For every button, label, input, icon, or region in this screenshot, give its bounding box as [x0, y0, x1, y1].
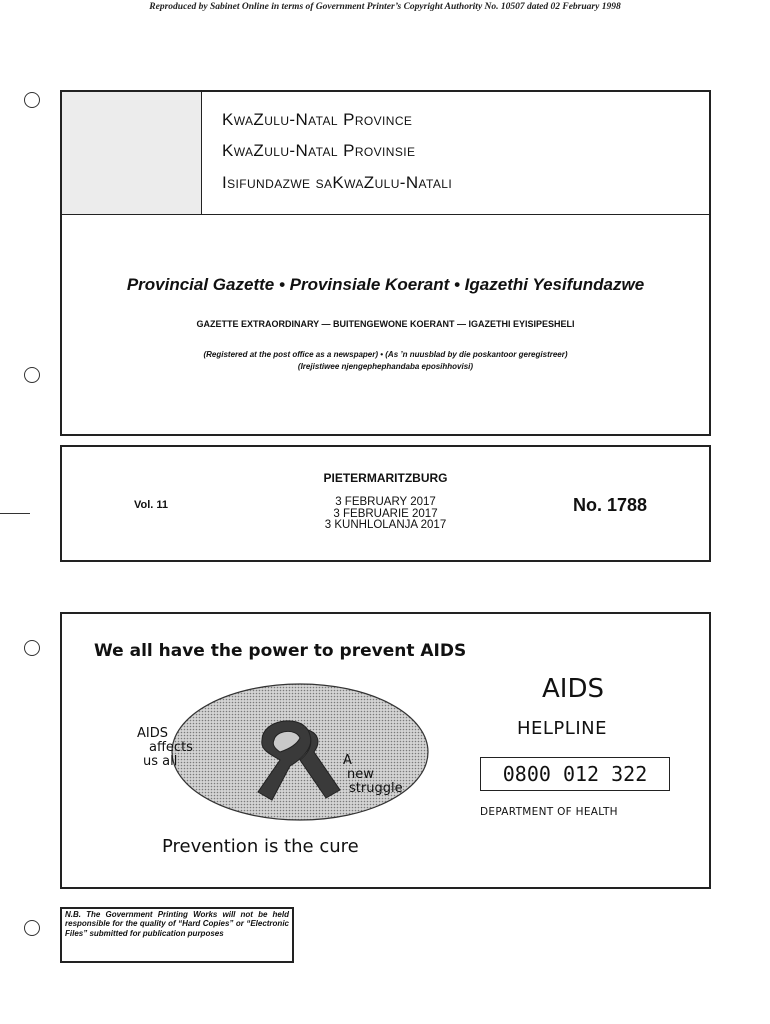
affects-line-1: AIDS — [137, 726, 168, 741]
affects-line-2: affects — [149, 740, 193, 755]
date-afrikaans: 3 FEBRUARIE 2017 — [333, 507, 438, 520]
affects-line-3: us all — [143, 754, 178, 769]
registration-line-zulu: (Irejistiwee njengephephandaba eposihhovisi) — [297, 362, 474, 371]
aids-advertisement — [60, 612, 711, 889]
city-name: PIETERMARITZBURG — [323, 471, 448, 485]
province-name-zulu: Isifundazwe saKwaZulu-Natali — [222, 173, 453, 192]
prevention-slogan: Prevention is the cure — [162, 836, 359, 857]
punch-hole-icon — [24, 640, 40, 656]
struggle-line-3: struggle — [349, 781, 403, 796]
province-name-afrikaans: KwaZulu-Natal Provinsie — [222, 141, 416, 160]
date-zulu: 3 KUNHLOLANJA 2017 — [324, 519, 447, 531]
punch-hole-icon — [24, 92, 40, 108]
masthead-header — [62, 92, 709, 215]
masthead — [60, 90, 711, 436]
helpline-phone-number: 0800 012 322 — [480, 757, 670, 791]
registration-line: (Registered at the post office as a newspaper) • (As ’n nuusblad by die poskantoor geregistreer) — [203, 350, 568, 359]
printing-disclaimer: N.B. The Government Printing Works will not be held responsible for the quality of “Hard Copies” or “Electronic Files” submitted for publication purposes — [60, 907, 294, 963]
aids-slogan: We all have the power to prevent AIDS — [94, 641, 467, 661]
aids-affects-text — [137, 727, 193, 769]
copyright-notice: Reproduced by Sabinet Online in terms of Government Printer’s Copyright Authority No. 10507 dated 02 February 1998 — [149, 2, 621, 12]
issue-number: No. 1788 — [573, 495, 648, 515]
struggle-line-2: new — [347, 767, 374, 782]
punch-hole-icon — [24, 920, 40, 936]
province-name-english: KwaZulu-Natal Province — [222, 110, 413, 129]
helpline-heading: HELPLINE — [517, 718, 607, 739]
fold-mark — [0, 513, 30, 514]
issue-box — [60, 445, 711, 562]
gazette-extraordinary: GAZETTE EXTRAORDINARY — BUITENGEWONE KOERANT — IGAZETHI EYISIPESHELI — [196, 319, 575, 329]
department-of-health: DEPARTMENT OF HEALTH — [480, 806, 618, 818]
masthead-shaded-panel — [62, 92, 202, 214]
struggle-line-1: A — [343, 753, 352, 768]
aids-heading: AIDS — [542, 674, 604, 704]
volume-number: Vol. 11 — [134, 499, 169, 511]
date-english: 3 FEBRUARY 2017 — [335, 496, 436, 508]
new-struggle-text — [343, 754, 403, 796]
gazette-title: Provincial Gazette • Provinsiale Koerant • Igazethi Yesifundazwe — [126, 275, 645, 294]
punch-hole-icon — [24, 367, 40, 383]
